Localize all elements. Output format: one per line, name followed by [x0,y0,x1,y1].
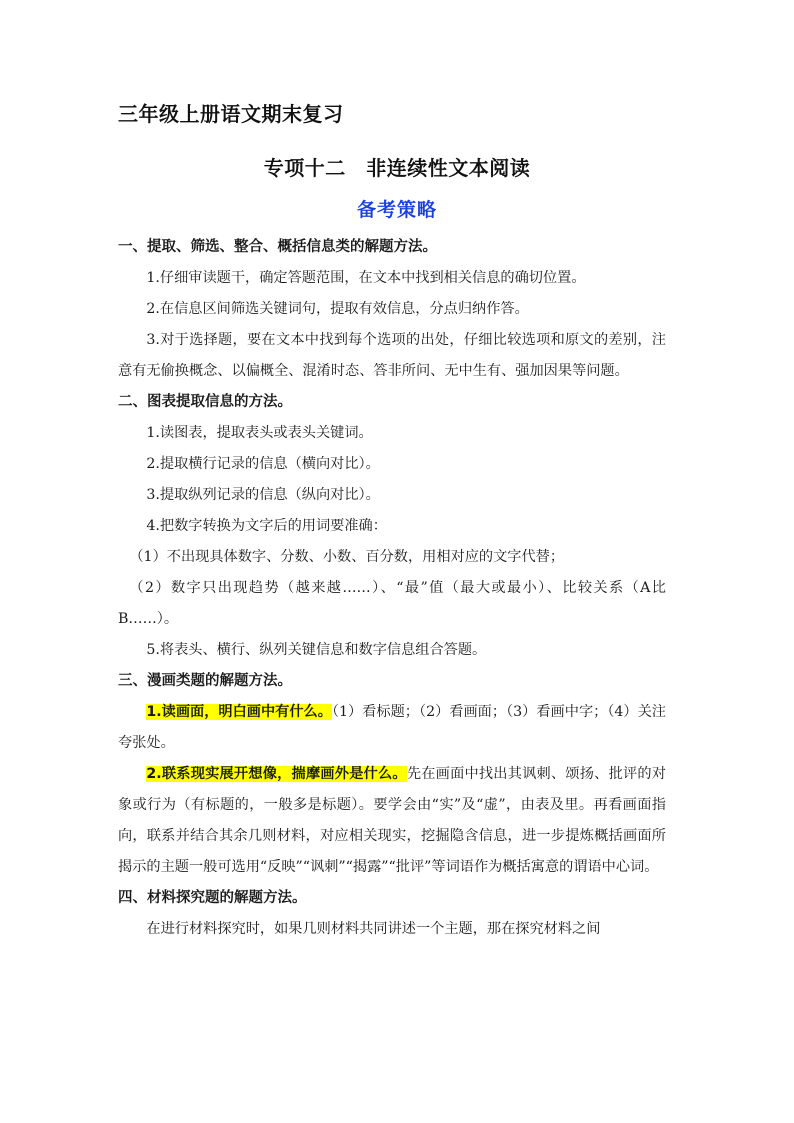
list-item: 2.在信息区间筛选关键词句，提取有效信息，分点归纳作答。 [146,301,529,317]
list-item: 1.仔细审读题干，确定答题范围，在文本中找到相关信息的确切位置。 [146,270,586,286]
highlighted-text: 2.联系现实展开想像，揣摩画外是什么。 [146,766,407,782]
list-item: 4.把数字转换为文字后的用词要准确： [146,518,387,534]
list-item: 1.读图表，提取表头或表头关键词。 [146,425,373,441]
document-title: 三年级上册语文期末复习 [118,102,344,126]
list-item: 3.对于选择题，要在文本中找到每个选项的出处，仔细比较选项和原文的差别，注意有无偷换概念、以偏概全、混淆时态、答非所问、无中生有、强加因果等问题。 [118,332,666,379]
paragraph: 在进行材料探究时，如果几则材料共同讲述一个主题，那在探究材料之间 [146,921,601,937]
section-heading-2: 二、图表提取信息的方法。 [118,394,292,410]
document-body [118,232,666,945]
list-item: 2.提取横行记录的信息（横向对比）。 [146,456,380,472]
step-text: 先在画面中找出其讽刺、颂扬、批评的对象或行为（有标题的，一般多是标题）。要学会由“实”及“虚”，由表及里。再看画面指向，联系并结合其余几则材料，对应相关现实，挖掘隐含信息，进一步提炼概括画面所揭示的主题一般可选用“反映”“讽刺”“揭露”“批评”等词语作为概括寓意的谓语中心词。 [118,766,666,875]
strategy-banner: 备考策略 [356,199,437,221]
section-heading-3: 三、漫画类题的解题方法。 [118,673,292,689]
sub-list-item: （1）不出现具体数字、分数、小数、百分数，用相对应的文字代替； [129,549,565,565]
list-item: 3.提取纵列记录的信息（纵向对比）。 [146,487,380,503]
topic-title: 专项十二 非连续性文本阅读 [263,156,531,180]
step-text: （1）看标题；（2）看画面；（3）看画中字；（4）关注夸张处。 [118,704,666,751]
comic-step-2 [118,759,666,883]
section-heading-4: 四、材料探究题的解题方法。 [118,890,307,906]
list-item: 5.将表头、横行、纵列关键信息和数字信息组合答题。 [146,642,487,658]
comic-step-1 [118,697,666,759]
highlighted-text: 1.读画面，明白画中有什么。 [146,704,332,720]
section-heading-1: 一、提取、筛选、整合、概括信息类的解题方法。 [118,239,437,255]
sub-list-item: （2）数字只出现趋势（越来越……）、“最”值（最大或最小）、比较关系（A比B……）。 [118,580,666,627]
